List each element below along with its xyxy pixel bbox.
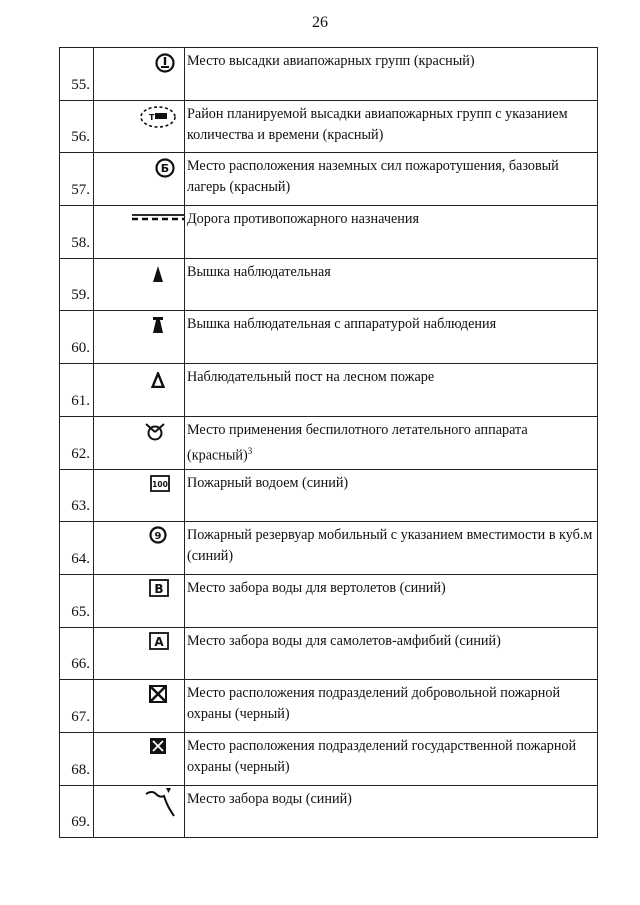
row-number: 62.: [60, 416, 94, 469]
page-number: 26: [312, 14, 328, 31]
table-row: [60, 522, 598, 575]
symbol-cell: [94, 206, 185, 259]
symbol-cell: [94, 364, 185, 417]
row-description: Вышка наблюдательная: [185, 258, 598, 311]
symbol-cell: [94, 574, 185, 627]
circle-b-icon: [154, 157, 176, 179]
row-number: 56.: [60, 100, 94, 153]
symbol-cell: [94, 627, 185, 680]
tower-icon: [152, 266, 164, 282]
tower-equipment-icon: [152, 317, 164, 333]
table-row: [60, 680, 598, 733]
symbol-cell: [94, 469, 185, 522]
symbol-cell: [94, 258, 185, 311]
row-description: Пожарный резервуар мобильный с указанием вместимости в куб.м (синий): [185, 522, 598, 575]
row-number: 66.: [60, 627, 94, 680]
dashed-oval-group-icon: [138, 104, 178, 130]
row-number: 57.: [60, 153, 94, 206]
row-description: Место расположения подразделений государственной пожарной охраны (черный): [185, 732, 598, 785]
symbol-cell: [94, 48, 185, 101]
row-description: Вышка наблюдательная с аппаратурой наблюдения: [185, 311, 598, 364]
table-row: [60, 469, 598, 522]
box-x-outline-icon: [149, 685, 167, 703]
box-100-icon: [150, 475, 170, 492]
row-description: Место расположения наземных сил пожаротушения, базовый лагерь (красный): [185, 153, 598, 206]
svg-text:100: 100: [152, 479, 168, 489]
row-number: 60.: [60, 311, 94, 364]
symbol-cell: [94, 680, 185, 733]
symbol-cell: [94, 311, 185, 364]
row-number: 67.: [60, 680, 94, 733]
row-number: 69.: [60, 785, 94, 838]
row-description: Дорога противопожарного назначения: [185, 206, 598, 259]
svg-text:Б: Б: [160, 162, 170, 176]
row-description: Наблюдательный пост на лесном пожаре: [185, 364, 598, 417]
row-number: 55.: [60, 48, 94, 101]
row-description: Место забора воды (синий): [185, 785, 598, 838]
table-row: [60, 785, 598, 838]
footnote-marker: 3: [247, 445, 253, 456]
symbol-cell: [94, 522, 185, 575]
table-row: [60, 627, 598, 680]
table-row: [60, 153, 598, 206]
circle-exclamation-icon: [154, 52, 176, 74]
row-number: 63.: [60, 469, 94, 522]
table-row: [60, 732, 598, 785]
table-row: [60, 258, 598, 311]
row-description: Место забора воды для самолетов-амфибий (синий): [185, 627, 598, 680]
water-intake-icon: [144, 788, 178, 818]
dashed-road-icon: [132, 213, 184, 223]
legend-table: [59, 47, 598, 838]
table-row: [60, 574, 598, 627]
row-description: [185, 416, 598, 469]
svg-text:T: T: [149, 112, 155, 122]
box-b-icon: [149, 579, 169, 597]
symbol-cell: [94, 416, 185, 469]
symbol-cell: [94, 100, 185, 153]
triangle-outline-icon: [151, 372, 165, 388]
table-row: [60, 100, 598, 153]
table-row: [60, 48, 598, 101]
row-description: Место высадки авиапожарных групп (красный): [185, 48, 598, 101]
row-number: 59.: [60, 258, 94, 311]
row-number: 61.: [60, 364, 94, 417]
row-description: Место забора воды для вертолетов (синий): [185, 574, 598, 627]
table-row: [60, 206, 598, 259]
uav-icon: [144, 421, 166, 443]
row-description: Пожарный водоем (синий): [185, 469, 598, 522]
row-number: 58.: [60, 206, 94, 259]
circle-9-icon: [148, 525, 168, 545]
svg-text:В: В: [154, 581, 164, 596]
symbol-cell: [94, 732, 185, 785]
row-number: 64.: [60, 522, 94, 575]
table-row: [60, 311, 598, 364]
symbol-cell: [94, 153, 185, 206]
table-row: [60, 416, 598, 469]
symbol-cell: [94, 785, 185, 838]
svg-text:9: 9: [154, 531, 162, 543]
table-row: [60, 364, 598, 417]
row-description: Район планируемой высадки авиапожарных групп с указанием количества и времени (красный): [185, 100, 598, 153]
svg-text:А: А: [154, 634, 164, 649]
box-a-icon: [149, 632, 169, 650]
row-description-text: Место применения беспилотного летательного аппарата (красный): [187, 421, 528, 464]
row-description: Место расположения подразделений добровольной пожарной охраны (черный): [185, 680, 598, 733]
row-number: 68.: [60, 732, 94, 785]
box-x-filled-icon: [149, 737, 167, 755]
row-number: 65.: [60, 574, 94, 627]
